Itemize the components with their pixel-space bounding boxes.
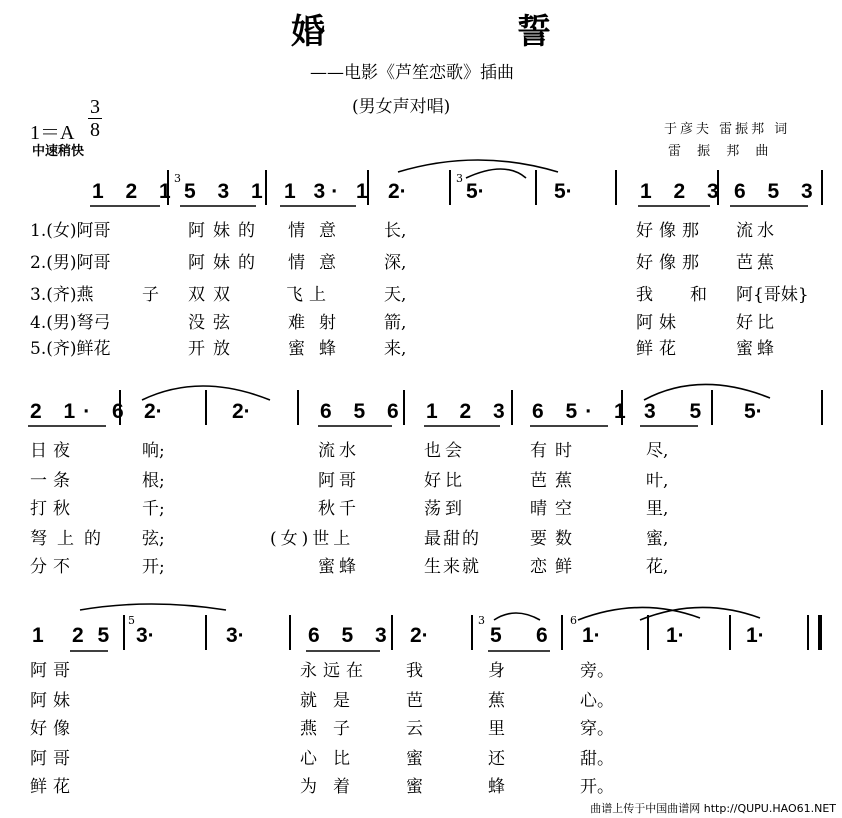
lyric: 还 xyxy=(488,749,505,769)
lyric: 蕉 xyxy=(488,691,505,711)
note-group: 6 5 6 xyxy=(320,400,407,423)
lyric: 鲜花 xyxy=(30,777,76,797)
lyric: 阿妹的 xyxy=(188,221,263,241)
lyric: 阿哥 xyxy=(318,471,360,491)
note-group: 2· xyxy=(232,400,251,423)
lyric: 和 xyxy=(690,285,707,305)
lyric: 好比 xyxy=(736,313,778,333)
lyric: 云 xyxy=(406,719,423,739)
lyric: 一条 xyxy=(30,471,76,491)
lyric: 阿妹 xyxy=(636,313,682,333)
lyric: 阿妹的 xyxy=(188,253,263,273)
lyric: 好像 xyxy=(30,719,76,739)
note-group: 5· xyxy=(554,180,573,203)
lyric: 5.(齐)鲜花 xyxy=(30,339,111,359)
lyric: 恋鲜 xyxy=(530,557,580,577)
lyric: 蜜 xyxy=(406,777,423,797)
lyric: 甜。 xyxy=(580,749,614,769)
lyric: 箭, xyxy=(384,313,407,333)
lyric: 子 xyxy=(142,285,159,305)
note-group: 2· xyxy=(388,180,407,203)
note-group: 1· xyxy=(582,624,601,647)
lyric: 长, xyxy=(384,221,407,241)
lyric: 燕子 xyxy=(300,719,366,739)
lyric: 我 xyxy=(636,285,653,305)
lyric: 分不 xyxy=(30,557,76,577)
grace-note: 6 xyxy=(570,614,577,627)
lyric: 就是 xyxy=(300,691,366,711)
lyric: 2.(男)阿哥 xyxy=(30,253,111,273)
lyric: 4.(男)弩弓 xyxy=(30,313,111,333)
lyric: 里, xyxy=(646,499,669,519)
lyric: 旁。 xyxy=(580,661,614,681)
note-group: 6 5 3 xyxy=(734,180,821,203)
lyric: 飞上 xyxy=(286,285,332,305)
grace-note: 3 xyxy=(456,172,463,185)
note-group: 1 xyxy=(32,624,44,647)
note-group: 3· xyxy=(226,624,245,647)
note-group: 1 2 3 xyxy=(426,400,513,423)
lyric: 情意 xyxy=(288,253,350,273)
note-group: 2· xyxy=(144,400,163,423)
tempo-marking: 中速稍快 xyxy=(32,144,85,159)
lyric: 晴空 xyxy=(530,499,580,519)
note-group: 6 5 3 xyxy=(308,624,395,647)
lyric: 双双 xyxy=(188,285,238,305)
lyric: 芭蕉 xyxy=(736,253,778,273)
lyric: 流水 xyxy=(736,221,778,241)
lyric: 荡到 xyxy=(424,499,466,519)
lyric: 蜜蜂 xyxy=(288,339,350,359)
lyric: 好像那 xyxy=(636,253,705,273)
lyric: 芭蕉 xyxy=(530,471,580,491)
note-group: 6 5· 1 xyxy=(532,400,634,423)
lyric: 3.(齐)燕 xyxy=(30,285,94,305)
song-title: 婚 誓 xyxy=(291,12,641,52)
lyric: 开放 xyxy=(188,339,238,359)
lyric: 蜜 xyxy=(406,749,423,769)
time-denominator: 8 xyxy=(90,119,100,141)
lyric: 芭 xyxy=(406,691,423,711)
lyric: 我 xyxy=(406,661,423,681)
lyric: 来, xyxy=(384,339,407,359)
key-signature: 1＝A xyxy=(30,122,75,144)
lyric: (女)世上 xyxy=(270,529,355,549)
lyric: 情意 xyxy=(288,221,350,241)
lyric: 里 xyxy=(488,719,505,739)
note-group: 5 xyxy=(490,624,502,647)
lyric: 最甜的 xyxy=(424,529,481,549)
note-group: 2 1· 6 xyxy=(30,400,132,423)
note-group: 1 3· 1 xyxy=(284,180,374,203)
lyric: 阿妹 xyxy=(30,691,76,711)
lyric: 蜜蜂 xyxy=(318,557,360,577)
lyric: 鲜花 xyxy=(636,339,682,359)
lyric: 身 xyxy=(488,661,505,681)
source-footer: 曲谱上传于中国曲谱网 http://QUPU.HAO61.NET xyxy=(590,802,836,815)
lyric: 响; xyxy=(142,441,165,461)
lyric: 日夜 xyxy=(30,441,76,461)
lyric: 蜂 xyxy=(488,777,505,797)
lyric: 阿哥 xyxy=(30,749,76,769)
lyric: 千; xyxy=(142,499,165,519)
note-group: 2 5 xyxy=(72,624,114,647)
lyric: 没弦 xyxy=(188,313,238,333)
lyric: 秋千 xyxy=(318,499,360,519)
note-group: 2· xyxy=(410,624,429,647)
lyric: 好像那 xyxy=(636,221,705,241)
note-group: 5· xyxy=(466,180,485,203)
note-group: 1· xyxy=(666,624,685,647)
lyric: 永远在 xyxy=(300,661,369,681)
lyricist-credit: 于彦夫 雷振邦 词 xyxy=(664,122,791,137)
note-group: 5· xyxy=(744,400,763,423)
lyric: 蜜, xyxy=(646,529,669,549)
note-group: 5 3 1 xyxy=(184,180,271,203)
lyric: 天, xyxy=(384,285,407,305)
grace-note: 3 xyxy=(478,614,485,627)
composer-credit: 雷 振 邦 曲 xyxy=(668,144,775,159)
lyric: 叶, xyxy=(646,471,669,491)
grace-note: 5 xyxy=(128,614,135,627)
lyric: 穿。 xyxy=(580,719,614,739)
lyric: 有时 xyxy=(530,441,580,461)
lyric: 蜜蜂 xyxy=(736,339,778,359)
note-group: 6 xyxy=(536,624,548,647)
lyric: 阿{哥妹} xyxy=(736,285,809,305)
lyric: 阿哥 xyxy=(30,661,76,681)
lyric: 弩上的 xyxy=(30,529,111,549)
note-group: 1 2 3 xyxy=(640,180,727,203)
lyric: 弦; xyxy=(142,529,165,549)
lyric: 难射 xyxy=(288,313,350,333)
lyric: 1.(女)阿哥 xyxy=(30,221,111,241)
time-numerator: 3 xyxy=(90,96,100,118)
note-group: 1 2 1 xyxy=(92,180,179,203)
lyric: 尽, xyxy=(646,441,669,461)
lyric: 心。 xyxy=(580,691,614,711)
lyric: 流水 xyxy=(318,441,360,461)
lyric: 打秋 xyxy=(30,499,76,519)
note-group: 3 5 xyxy=(644,400,716,423)
lyric: 生来就 xyxy=(424,557,481,577)
lyric: 好比 xyxy=(424,471,466,491)
lyric: 开。 xyxy=(580,777,614,797)
lyric: 要数 xyxy=(530,529,580,549)
lyric: 开; xyxy=(142,557,165,577)
lyric: 花, xyxy=(646,557,669,577)
performance-note: (男女声对唱) xyxy=(352,97,451,117)
lyric: 也会 xyxy=(424,441,466,461)
note-group: 3· xyxy=(136,624,155,647)
song-subtitle: ——电影《芦笙恋歌》插曲 xyxy=(310,63,514,83)
note-group: 1· xyxy=(746,624,765,647)
grace-note: 3 xyxy=(174,172,181,185)
lyric: 深, xyxy=(384,253,407,273)
lyric: 为着 xyxy=(300,777,366,797)
lyric: 心比 xyxy=(300,749,366,769)
lyric: 根; xyxy=(142,471,165,491)
